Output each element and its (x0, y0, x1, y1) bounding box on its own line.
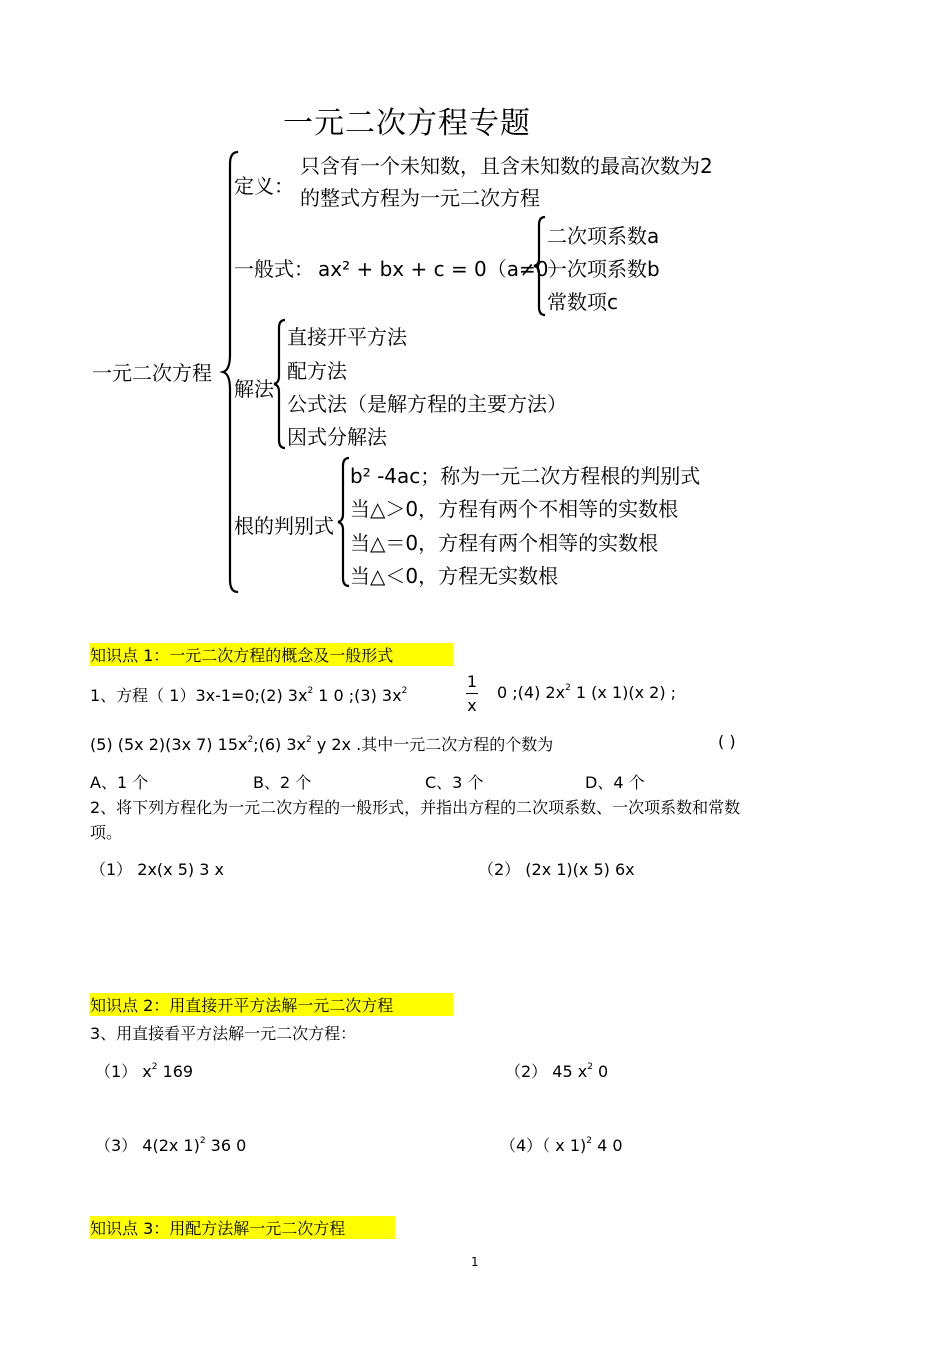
option-c: C、3 个 (425, 773, 484, 792)
solutions-brace (273, 318, 287, 450)
q1-fraction-denominator: x (467, 696, 477, 715)
q3-sub1: （1） $x^2$ 169 (95, 1062, 194, 1081)
q1-line1: 1、方程（ 1）3x-1=0;(2) $3x^2$ 1 0 ;(3) $3x^2$ (90, 686, 408, 705)
q1-fraction-numerator: 1 (466, 672, 478, 691)
general-formula: ax² + bx + c = 0（a≠0） (318, 257, 569, 281)
q1-line2: (5) (5x 2)(3x 7) $15x^2;(6)$ $3x^2$ y 2x .其中一元二次方程的个数为 (90, 735, 554, 754)
page-title: 一元二次方程专题 (283, 106, 531, 141)
q1-line1-cont: 0 ;(4) $2x^2$ 1 (x 1)(x 2) ; (497, 683, 677, 702)
general-item-linear: 一次项系数b (547, 257, 660, 281)
solution-direct: 直接开平方法 (287, 325, 407, 349)
general-label: 一般式： (234, 257, 314, 281)
discriminant-def: b² -4ac；称为一元二次方程根的判别式 (350, 464, 701, 488)
q3-line: 3、用直接看平方法解一元二次方程： (90, 1024, 357, 1043)
option-d: D、4 个 (585, 773, 645, 792)
option-b: B、2 个 (253, 773, 312, 792)
discriminant-brace (337, 456, 351, 588)
option-a: A、1 个 (90, 773, 149, 792)
mindmap-root: 一元二次方程 (92, 361, 212, 385)
kp2-heading: 知识点 2：用直接开平方法解一元二次方程 (90, 993, 453, 1016)
q3-sub3: （3） 4(2x 1)$^2$ 36 0 (95, 1136, 247, 1155)
q1-fraction (466, 672, 478, 715)
q3-sub4: （4）（ x 1)$^2$ 4 0 (500, 1136, 623, 1155)
general-item-constant: 常数项c (547, 290, 618, 314)
solution-formula: 公式法（是解方程的主要方法） (287, 392, 567, 416)
solutions-label: 解法 (234, 377, 274, 401)
general-brace (533, 215, 547, 317)
kp3-heading: 知识点 3：用配方法解一元二次方程 (90, 1216, 395, 1239)
q2-sub2: （2） (2x 1)(x 5) 6x (478, 860, 635, 879)
general-item-quadratic: 二次项系数a (547, 224, 660, 248)
discriminant-zero: 当△＝0，方程有两个相等的实数根 (350, 531, 659, 555)
q2-line2: 项。 (90, 823, 123, 842)
solution-factoring: 因式分解法 (287, 425, 387, 449)
discriminant-positive: 当△＞0，方程有两个不相等的实数根 (350, 497, 679, 521)
definition-label: 定义： (234, 174, 294, 198)
definition-line2: 的整式方程为一元二次方程 (300, 186, 540, 210)
q2-line1: 2、将下列方程化为一元二次方程的一般形式，并指出方程的二次项系数、一次项系数和常数 (90, 798, 741, 817)
kp1-heading: 知识点 1：一元二次方程的概念及一般形式 (90, 643, 453, 666)
q3-sub2: （2） 45 $x^2$ 0 (505, 1062, 609, 1081)
discriminant-negative: 当△＜0，方程无实数根 (350, 564, 559, 588)
q1-answer-paren: ( ) (718, 732, 736, 751)
discriminant-label: 根的判别式 (234, 514, 334, 538)
solution-completing: 配方法 (287, 359, 347, 383)
q2-sub1: （1） 2x(x 5) 3 x (90, 860, 224, 879)
definition-line1: 只含有一个未知数，且含未知数的最高次数为2 (300, 154, 713, 178)
page-number: 1 (471, 1255, 479, 1269)
